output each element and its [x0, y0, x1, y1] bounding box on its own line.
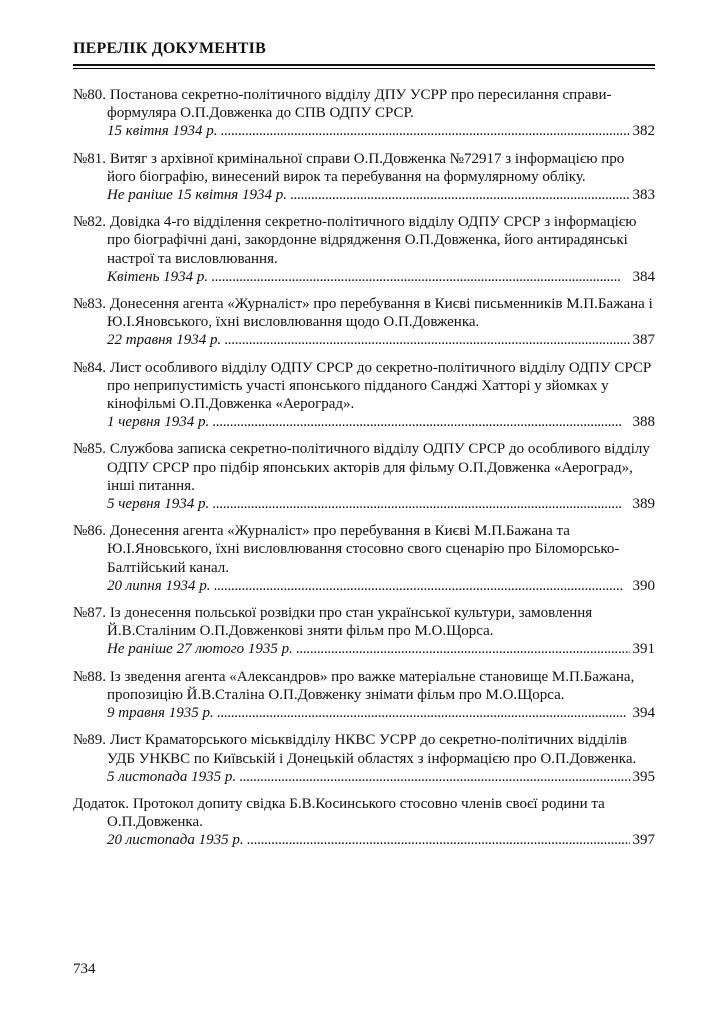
entry-title: [73, 213, 655, 268]
entry-date: 1 червня 1934 р.: [107, 414, 210, 431]
entry-date: 20 липня 1934 р.: [107, 577, 211, 594]
entry-date-line: [73, 413, 655, 431]
entry-title: [73, 795, 655, 831]
entry-date: 5 червня 1934 р.: [107, 496, 210, 513]
entry-page: 387: [632, 332, 655, 349]
leader-dots: [220, 122, 629, 140]
entry-page: 382: [632, 123, 655, 140]
entry-title: [73, 731, 655, 767]
leader-dots: [296, 640, 630, 658]
entry-date: 5 листопада 1935 р.: [107, 768, 237, 785]
entry-date-line: [73, 268, 655, 286]
entry-text: Лист особливого відділу ОДПУ СРСР до секретно-політичного відділу ОДПУ СРСР про неприпустимість участі японського підданого Санджі Хатторі у зйомках у кінофільмі О.П.Довженка «Аероград».: [107, 359, 652, 413]
entry-page: 388: [632, 414, 655, 431]
entry-title: [73, 150, 655, 186]
entry-date-line: [73, 495, 655, 513]
entry-date-line: [73, 640, 655, 658]
entry-text: Довідка 4-го відділення секретно-політичного відділу ОДПУ СРСР з інформацією про біографічні дані, закордонне відрядження О.П.Довженка, його антирадянські настрої та висловлювання.: [107, 214, 637, 267]
entry-text: Службова записка секретно-політичного відділу ОДПУ СРСР до особливого відділу ОДПУ СРСР про підбір японських акторів для фільму О.П.Довженка «Аероград», інші питання.: [107, 441, 650, 494]
entry-title: [73, 604, 655, 640]
list-item: [73, 440, 655, 513]
entry-text: Із донесення польської розвідки про стан української культури, замовлення Й.В.Сталіним О.П.Довженкові зняти фільм про М.О.Щорса.: [107, 605, 593, 640]
entry-date-line: [73, 768, 655, 786]
entry-title: [73, 522, 655, 577]
leader-dots: [224, 331, 629, 349]
entry-text: Із зведення агента «Александров» про важке матеріальне становище М.П.Бажана, пропозицію Й.В.Сталіна О.П.Довженку знімати фільм про М.О.Щорса.: [107, 668, 635, 703]
entry-title: [73, 668, 655, 704]
entry-page: 390: [632, 577, 655, 594]
list-item: [73, 359, 655, 432]
entry-page: 391: [632, 641, 655, 658]
leader-dots: [247, 831, 630, 849]
leader-dots: [211, 268, 629, 286]
entry-number: №87.: [73, 605, 107, 622]
entry-date: 20 листопада 1935 р.: [107, 832, 244, 849]
entry-text: Донесення агента «Журналіст» про перебування в Києві М.П.Бажана та Ю.І.Яновського, їхні висловлювання стосовно свого сценарію про Біломорсько-Балтійський канал.: [107, 523, 620, 576]
entry-title: [73, 86, 655, 122]
entry-page: 394: [632, 705, 655, 722]
entry-page: 395: [632, 768, 655, 785]
entry-text: Додаток. Протокол допиту свідка Б.В.Косинського стосовно членів своєї родини та О.П.Довженка.: [73, 795, 605, 831]
entry-text: Донесення агента «Журналіст» про перебування в Києві письменників М.П.Бажана і Ю.І.Яновського, їхні висловлювання щодо О.П.Довженка.: [107, 296, 653, 331]
leader-dots: [217, 704, 630, 722]
list-item-appendix: [73, 795, 655, 850]
entry-text: Постанова секретно-політичного відділу ДПУ УСРР про пересилання справи-формуляра О.П.Довженка до СПВ ОДПУ СРСР.: [107, 87, 612, 122]
entry-number: №89.: [73, 732, 107, 749]
leader-dots: [290, 186, 629, 204]
entry-date-line: [73, 704, 655, 722]
entry-number: №85.: [73, 441, 107, 458]
entry-number: №84.: [73, 359, 107, 376]
entry-date: 9 травня 1935 р.: [107, 705, 214, 722]
document-list: [73, 86, 655, 859]
leader-dots: [212, 495, 629, 513]
entry-date-line: [73, 831, 655, 849]
entry-page: 384: [632, 268, 655, 285]
leader-dots: [212, 413, 629, 431]
entry-date-line: [73, 331, 655, 349]
list-item: [73, 731, 655, 786]
entry-date: Не раніше 15 квітня 1934 р.: [107, 187, 288, 204]
entry-date: 15 квітня 1934 р.: [107, 123, 218, 140]
entry-page: 389: [632, 496, 655, 513]
entry-title: [73, 295, 655, 331]
entry-page: 397: [632, 832, 655, 849]
entry-number: №82.: [73, 214, 107, 231]
entry-date: Не раніше 27 лютого 1935 р.: [107, 641, 293, 658]
entry-number: №80.: [73, 87, 107, 103]
list-item: [73, 604, 655, 659]
entry-title: [73, 440, 655, 495]
leader-dots: [213, 577, 629, 595]
entry-title: [73, 359, 655, 414]
list-item: [73, 668, 655, 723]
list-item: [73, 213, 655, 286]
entry-number: №81.: [73, 150, 107, 167]
list-item: [73, 150, 655, 205]
entry-text: Витяг з архівної кримінальної справи О.П.Довженка №72917 з інформацією про його біографію, винесений вирок та перебування на формулярному обліку.: [107, 150, 625, 185]
entry-number: №86.: [73, 523, 107, 540]
page-number: 734: [73, 961, 96, 977]
list-item: [73, 295, 655, 350]
entry-number: №83.: [73, 296, 107, 313]
entry-date-line: [73, 577, 655, 595]
list-item: [73, 522, 655, 595]
entry-page: 383: [632, 187, 655, 204]
leader-dots: [239, 768, 629, 786]
header-divider: [73, 64, 655, 69]
entry-number: №88.: [73, 668, 107, 685]
entry-text: Лист Краматорського міськвідділу НКВС УСРР до секретно-політичних відділів УДБ УНКВС по Київській і Донецькій областях з інформацією про О.П.Довженка.: [107, 732, 637, 767]
list-item: [73, 86, 655, 141]
section-title: ПЕРЕЛІК ДОКУМЕНТІВ: [73, 40, 266, 57]
entry-date-line: [73, 186, 655, 204]
entry-date: Квітень 1934 р.: [107, 268, 209, 285]
entry-date: 22 травня 1934 р.: [107, 332, 222, 349]
entry-date-line: [73, 122, 655, 140]
